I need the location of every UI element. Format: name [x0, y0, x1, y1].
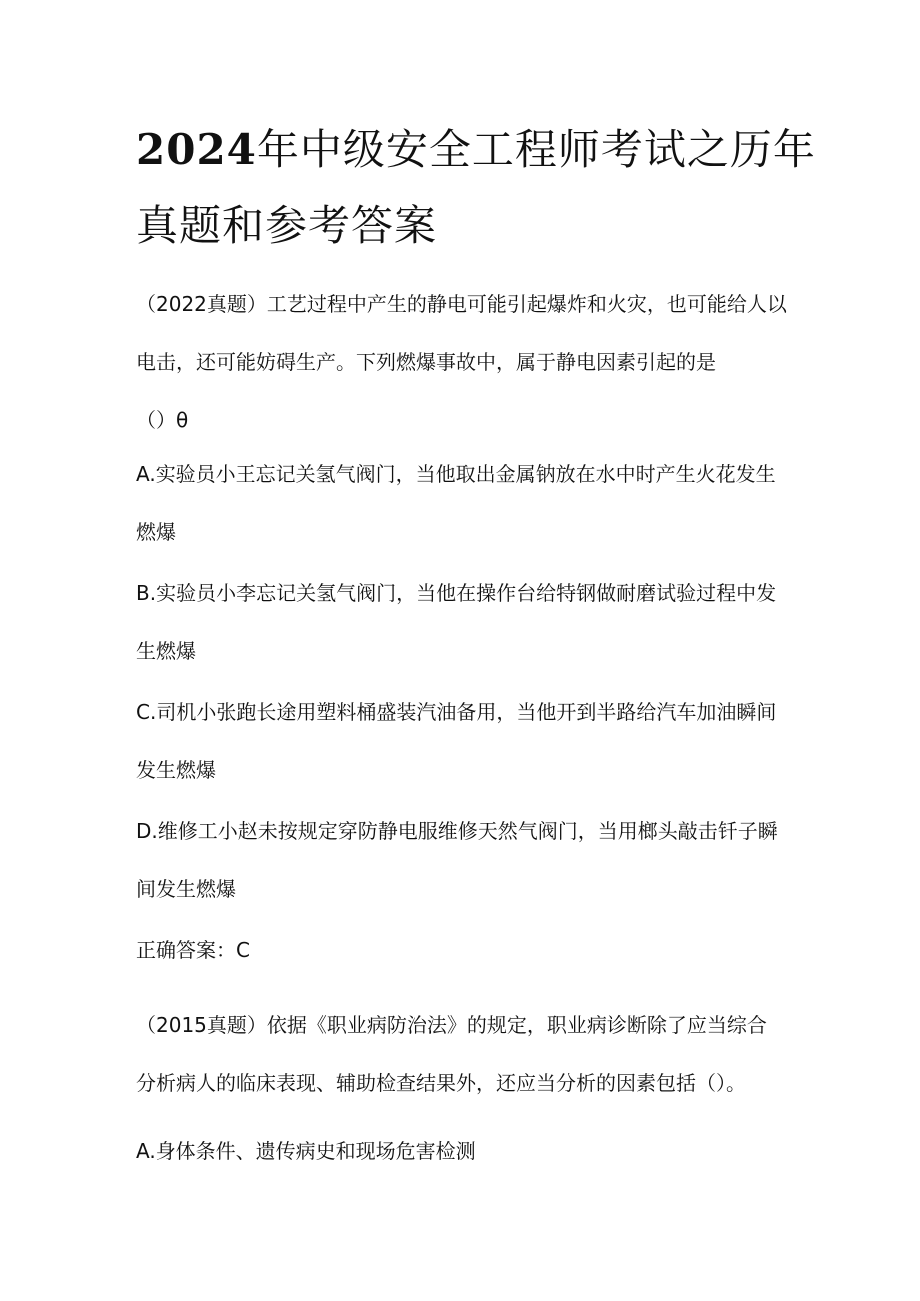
question-1-option-c [136, 683, 796, 799]
question-1-option-d [136, 802, 796, 918]
question-1-stem-line-2: 电击，还可能妨碍生产。下列燃爆事故中，属于静电因素引起的是 [136, 350, 716, 374]
question-1-stem [136, 275, 796, 449]
title-line-1-text: 年中级安全工程师考试之历年 [256, 125, 816, 174]
title-line-1 [136, 112, 816, 188]
document-title [136, 112, 816, 264]
option-c-line-2: 发生燃爆 [136, 758, 216, 782]
option-b-line-1: B.实验员小李忘记关氢气阀门，当他在操作台给特钢做耐磨试验过程中发 [136, 581, 777, 605]
answer-text: 正确答案：C [136, 938, 250, 962]
question-1-option-b [136, 564, 796, 680]
option-a-line-2: 燃爆 [136, 520, 176, 544]
question-1-stem-line-1: （2022真题）工艺过程中产生的静电可能引起爆炸和火灾，也可能给人以 [136, 292, 787, 316]
question-1-option-a [136, 445, 796, 561]
question-1-answer [136, 921, 796, 979]
question-2-stem-line-1: （2015真题）依据《职业病防治法》的规定，职业病诊断除了应当综合 [136, 1013, 767, 1037]
option-c-line-1: C.司机小张跑长途用塑料桶盛装汽油备用，当他开到半路给汽车加油瞬间 [136, 700, 777, 724]
option-d-line-1: D.维修工小赵未按规定穿防静电服维修天然气阀门，当用榔头敲击钎子瞬 [136, 819, 778, 843]
question-2-stem-line-2: 分析病人的临床表现、辅助检查结果外，还应当分析的因素包括（）。 [136, 1071, 746, 1095]
option-a-line-1: A.实验员小王忘记关氢气阀门，当他取出金属钠放在水中时产生火花发生 [136, 462, 776, 486]
option-b-line-2: 生燃爆 [136, 639, 196, 663]
question-2-option-a-line-1: A.身体条件、遗传病史和现场危害检测 [136, 1139, 476, 1163]
title-year: 2024 [136, 125, 257, 174]
question-2-option-a [136, 1122, 796, 1180]
question-2-stem [136, 996, 796, 1112]
option-d-line-2: 间发生燃爆 [136, 877, 236, 901]
question-1-stem-line-3: （）θ [136, 408, 189, 432]
title-line-2: 真题和参考答案 [136, 201, 438, 250]
